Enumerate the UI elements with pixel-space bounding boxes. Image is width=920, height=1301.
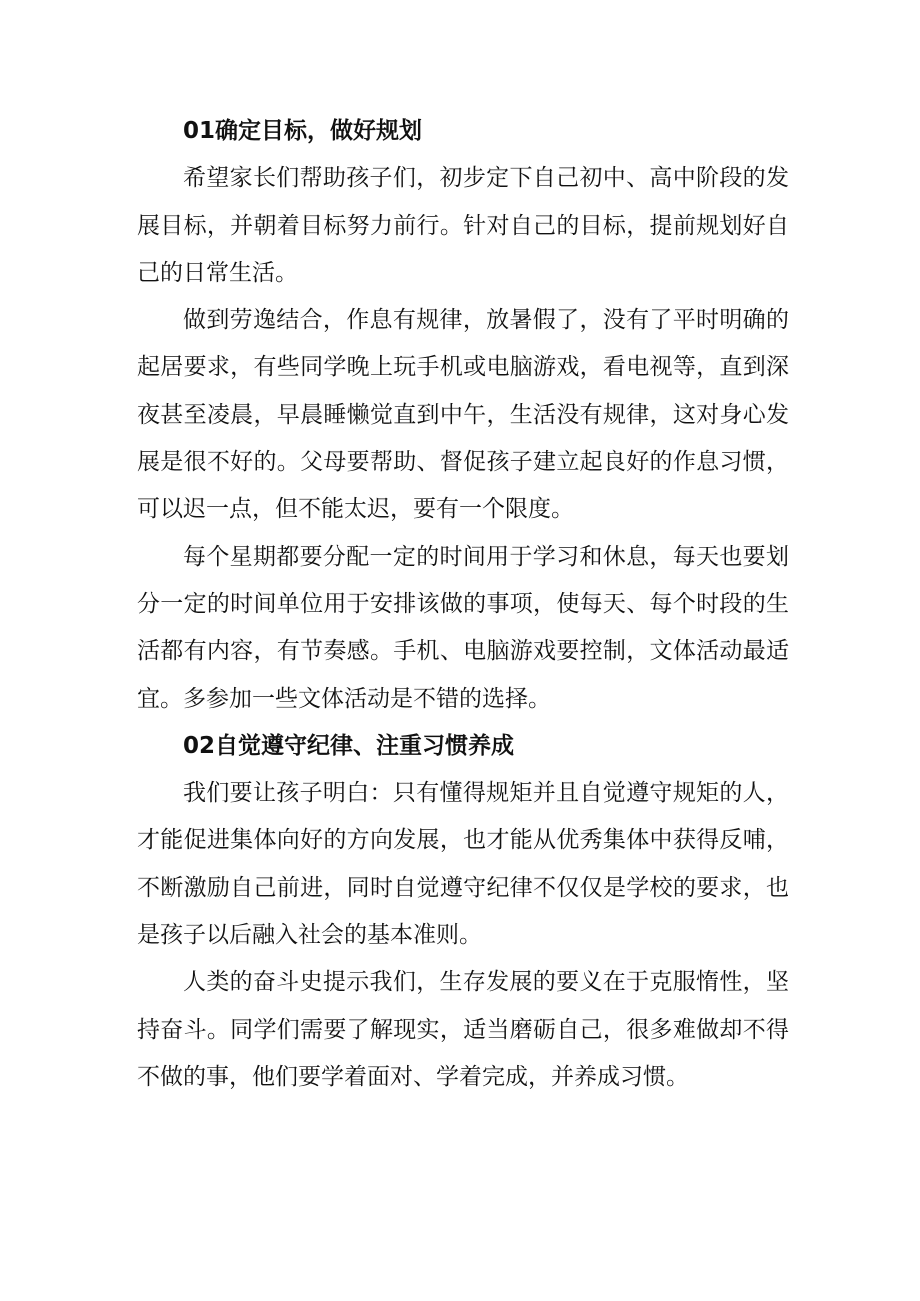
paragraph: 希望家长们帮助孩子们，初步定下自己初中、高中阶段的发展目标，并朝着目标努力前行。针对自己的目标，提前规划好自己的日常生活。 <box>137 165 789 286</box>
document-page <box>137 108 789 1101</box>
paragraph: 每个星期都要分配一定的时间用于学习和休息，每天也要划分一定的时间单位用于安排该做的事项，使每天、每个时段的生活都有内容，有节奏感。手机、电脑游戏要控制，文体活动最适宜。多参加一些文体活动是不错的选择。 <box>137 543 789 712</box>
paragraph: 我们要让孩子明白：只有懂得规矩并且自觉遵守规矩的人，才能促进集体向好的方向发展，也才能从优秀集体中获得反哺，不断激励自己前进，同时自觉遵守纪律不仅仅是学校的要求，也是孩子以后融入社会的基本准则。 <box>137 780 789 949</box>
section-heading: 01确定目标，做好规划 <box>183 118 423 144</box>
paragraph: 人类的奋斗史提示我们，生存发展的要义在于克服惰性，坚持奋斗。同学们需要了解现实，适当磨砺自己，很多难做却不得不做的事，他们要学着面对、学着完成，并养成习惯。 <box>137 969 789 1090</box>
section-heading: 02自觉遵守纪律、注重习惯养成 <box>183 732 515 759</box>
section-discipline <box>137 723 789 1101</box>
section-goals <box>137 108 789 723</box>
paragraph: 做到劳逸结合，作息有规律，放暑假了，没有了平时明确的起居要求，有些同学晚上玩手机或电脑游戏，看电视等，直到深夜甚至凌晨，早晨睡懒觉直到中午，生活没有规律，这对身心发展是很不好的。父母要帮助、督促孩子建立起良好的作息习惯，可以迟一点，但不能太迟，要有一个限度。 <box>137 307 789 523</box>
